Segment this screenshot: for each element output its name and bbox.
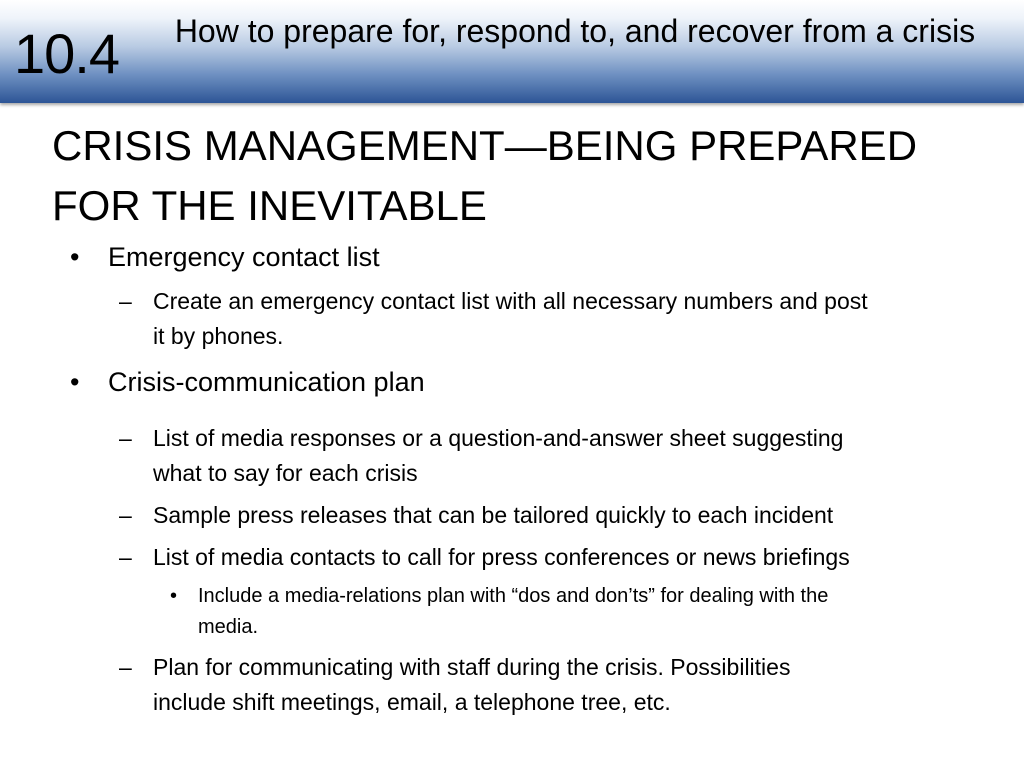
bullet-crisis-communication-plan [0,365,1024,399]
section-title: How to prepare for, respond to, and recover from a crisis [174,13,976,49]
bullet-label: Emergency contact list [108,242,380,272]
subitem-text [153,650,983,720]
dash-icon: – [119,288,132,314]
bullet-label: Crisis-communication plan [108,367,425,397]
subitem-text [153,421,983,491]
subitem-line-2: what to say for each crisis [153,460,418,486]
subitem-line-1: Create an emergency contact list with all necessary numbers and post [153,288,868,314]
slide-title-line-2: FOR THE INEVITABLE [52,182,487,229]
subsubitem-text [198,581,988,643]
dash-icon: – [119,544,132,570]
subsubitem-line-2: media. [198,616,259,638]
subitem-media-responses [0,421,1024,491]
dash-icon: – [119,425,132,451]
subitem-line-1: Plan for communicating with staff during the crisis. Possibilities [153,654,791,680]
subitem-text: List of media contacts to call for press conferences or news briefings [153,544,850,570]
subitem-line-1: List of media responses or a question-and-answer sheet suggesting [153,425,844,451]
bullet-icon: • [170,585,178,607]
dash-icon: – [119,502,132,528]
bullet-icon: • [70,367,80,397]
subitem-media-contacts [0,540,1024,575]
subitem-staff-communication [0,650,1024,720]
subsubitem-line-1: Include a media-relations plan with “dos and don’ts” for dealing with the [198,585,829,607]
bullet-icon: • [70,242,80,272]
subitem-text [153,284,983,354]
bullet-emergency-contact-list [0,240,1024,274]
subitem-create-contact-list [0,284,1024,354]
section-number: 10.4 [14,22,119,85]
subitem-line-2: it by phones. [153,323,284,349]
dash-icon: – [119,654,132,680]
slide-title-line-1: CRISIS MANAGEMENT—BEING PREPARED [52,122,918,169]
subsubitem-media-relations-plan [0,581,1024,643]
subitem-line-2: include shift meetings, email, a telephone tree, etc. [153,689,671,715]
subitem-press-releases [0,498,1024,533]
subitem-text: Sample press releases that can be tailored quickly to each incident [153,502,834,528]
